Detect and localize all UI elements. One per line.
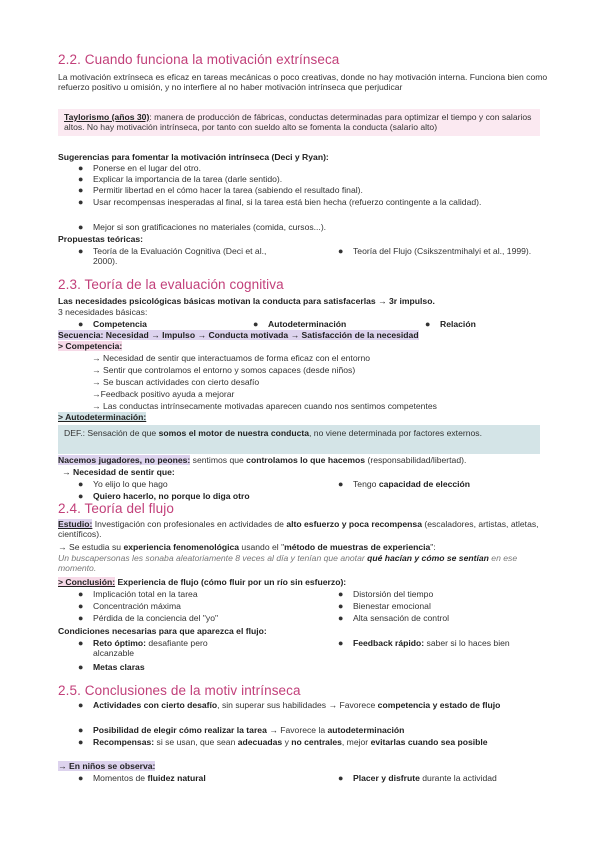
list-item: ● Yo elijo lo que hago	[78, 479, 168, 489]
list-item: ● Pérdida de la conciencia del "yo"	[78, 613, 219, 623]
conditions-label: Condiciones necesarias para que aparezca el flujo:	[58, 626, 267, 636]
list-item: ● Bienestar emocional	[338, 601, 431, 611]
s23-line2: 3 necesidades básicas:	[58, 307, 148, 317]
list-item: ● Distorsión del tiempo	[338, 589, 434, 599]
list-item: ● Implicación total en la tarea	[78, 589, 198, 599]
method-line: → Se estudia su experiencia fenomenológica usando el "método de muestras de experiencia":	[58, 542, 436, 552]
s22-intro: La motivación extrínseca es eficaz en tareas mecánicas o poco creativas, donde no hay motivación interna. Funciona bien como refuerzo positivo u omisión, y no interfiere al no haber motivación intrínseca que perjudicar	[58, 72, 548, 93]
players-line: Nacemos jugadores, no peones: sentimos que controlamos lo que hacemos (responsabilidad/libertad).	[58, 455, 467, 465]
list-item: ● Usar recompensas inesperadas al final, si la tarea está bien hecha (refuerzo contingente a la calidad).	[78, 197, 482, 207]
list-item: ● Posibilidad de elegir cómo realizar la tarea → Favorece la autodeterminación	[78, 725, 405, 735]
method-example: Un buscapersonas les sonaba aleatoriamente 8 veces al día y tenían que anotar qué hacían y cómo se sentían en ese momento.	[58, 553, 518, 574]
list-item: ● Feedback rápido: saber si lo haces bien	[338, 638, 510, 648]
taylorism-term: Taylorismo (años 30)	[64, 112, 150, 122]
list-item: ● Mejor si son gratificaciones no materiales (comida, cursos...).	[78, 222, 327, 232]
list-item: ● Tengo capacidad de elección	[338, 479, 471, 489]
list-item: ● Explicar la importancia de la tarea (darle sentido).	[78, 174, 283, 184]
list-item: ● Teoría del Flujo (Csikszentmihalyi et al., 1999).	[338, 246, 532, 256]
kids-label: → En niños se observa:	[58, 761, 156, 771]
section-title-2-4: 2.4. Teoría del flujo	[58, 501, 174, 516]
sequence-line: Secuencia: Necesidad → Impulso → Conducta motivada → Satisfacción de la necesidad	[58, 330, 419, 340]
list-item: → Se buscan actividades con cierto desafío	[92, 377, 260, 387]
study-paragraph: Estudio: Investigación con profesionales en actividades de alto esfuerzo y poca recompensa (escaladores, artistas, atletas, científicos).	[58, 519, 539, 540]
s23-line1: Las necesidades psicológicas básicas motivan la conducta para satisfacerlas → 3r impulso.	[58, 296, 435, 306]
taylorism-box	[58, 109, 540, 136]
list-item: → Sentir que controlamos el entorno y somos capaces (desde niños)	[92, 365, 356, 375]
suggestions-label: Sugerencias para fomentar la motivación intrínseca (Deci y Ryan):	[58, 152, 329, 162]
list-item: →Feedback positivo ayuda a mejorar	[92, 389, 235, 399]
definition-box: DEF.: Sensación de que somos el motor de nuestra conducta, no viene determinada por factores externos.	[58, 425, 540, 454]
list-item: ● Ponerse en el lugar del otro.	[78, 163, 201, 173]
list-item: ● Permitir libertad en el cómo hacer la tarea (sabiendo el resultado final).	[78, 185, 363, 195]
list-item: ● Placer y disfrute durante la actividad	[338, 773, 497, 783]
list-item: ● Autodeterminación	[253, 319, 347, 329]
list-item: ● Teoría de la Evaluación Cognitiva (Deci et al., 2000).	[78, 246, 267, 266]
section-title-2-3: 2.3. Teoría de la evaluación cognitiva	[58, 277, 284, 292]
list-item: ● Actividades con cierto desafío, sin superar sus habilidades → Favorece competencia y estado de flujo	[78, 700, 501, 710]
list-item: → Las conductas intrínsecamente motivadas aparecen cuando nos sentimos competentes	[92, 401, 437, 411]
need-label: → Necesidad de sentir que:	[62, 467, 175, 477]
list-item: ● Metas claras	[78, 662, 145, 672]
list-item: ● Alta sensación de control	[338, 613, 450, 623]
section-title-2-2: 2.2. Cuando funciona la motivación extrínseca	[58, 52, 340, 67]
autodetermination-label: > Autodeterminación:	[58, 412, 147, 422]
conclusion-line: > Conclusión: Experiencia de flujo (cómo fluir por un río sin esfuerzo):	[58, 577, 347, 587]
section-title-2-5: 2.5. Conclusiones de la motiv intrínseca	[58, 683, 301, 698]
list-item: ● Momentos de fluidez natural	[78, 773, 206, 783]
list-item: ● Recompensas: si se usan, que sean adecuadas y no centrales, mejor evitarlas cuando sea posible	[78, 737, 488, 747]
proposals-label: Propuestas teóricas:	[58, 234, 144, 244]
competence-label: > Competencia:	[58, 341, 123, 351]
list-item: ● Competencia	[78, 319, 147, 329]
list-item: → Necesidad de sentir que interactuamos de forma eficaz con el entorno	[92, 353, 371, 363]
list-item: ● Relación	[425, 319, 476, 329]
list-item: ● Concentración máxima	[78, 601, 181, 611]
taylorism-text: : manera de producción de fábricas, conductas determinadas para optimizar el tiempo y con salarios altos. No hay motivación intrínseca, por tanto con sueldo alto se fomenta la conducta (salario alto)	[64, 112, 532, 133]
list-item: ● Quiero hacerlo, no porque lo diga otro	[78, 491, 250, 501]
list-item: ● Reto óptimo: desafiante pero alcanzable	[78, 638, 208, 658]
